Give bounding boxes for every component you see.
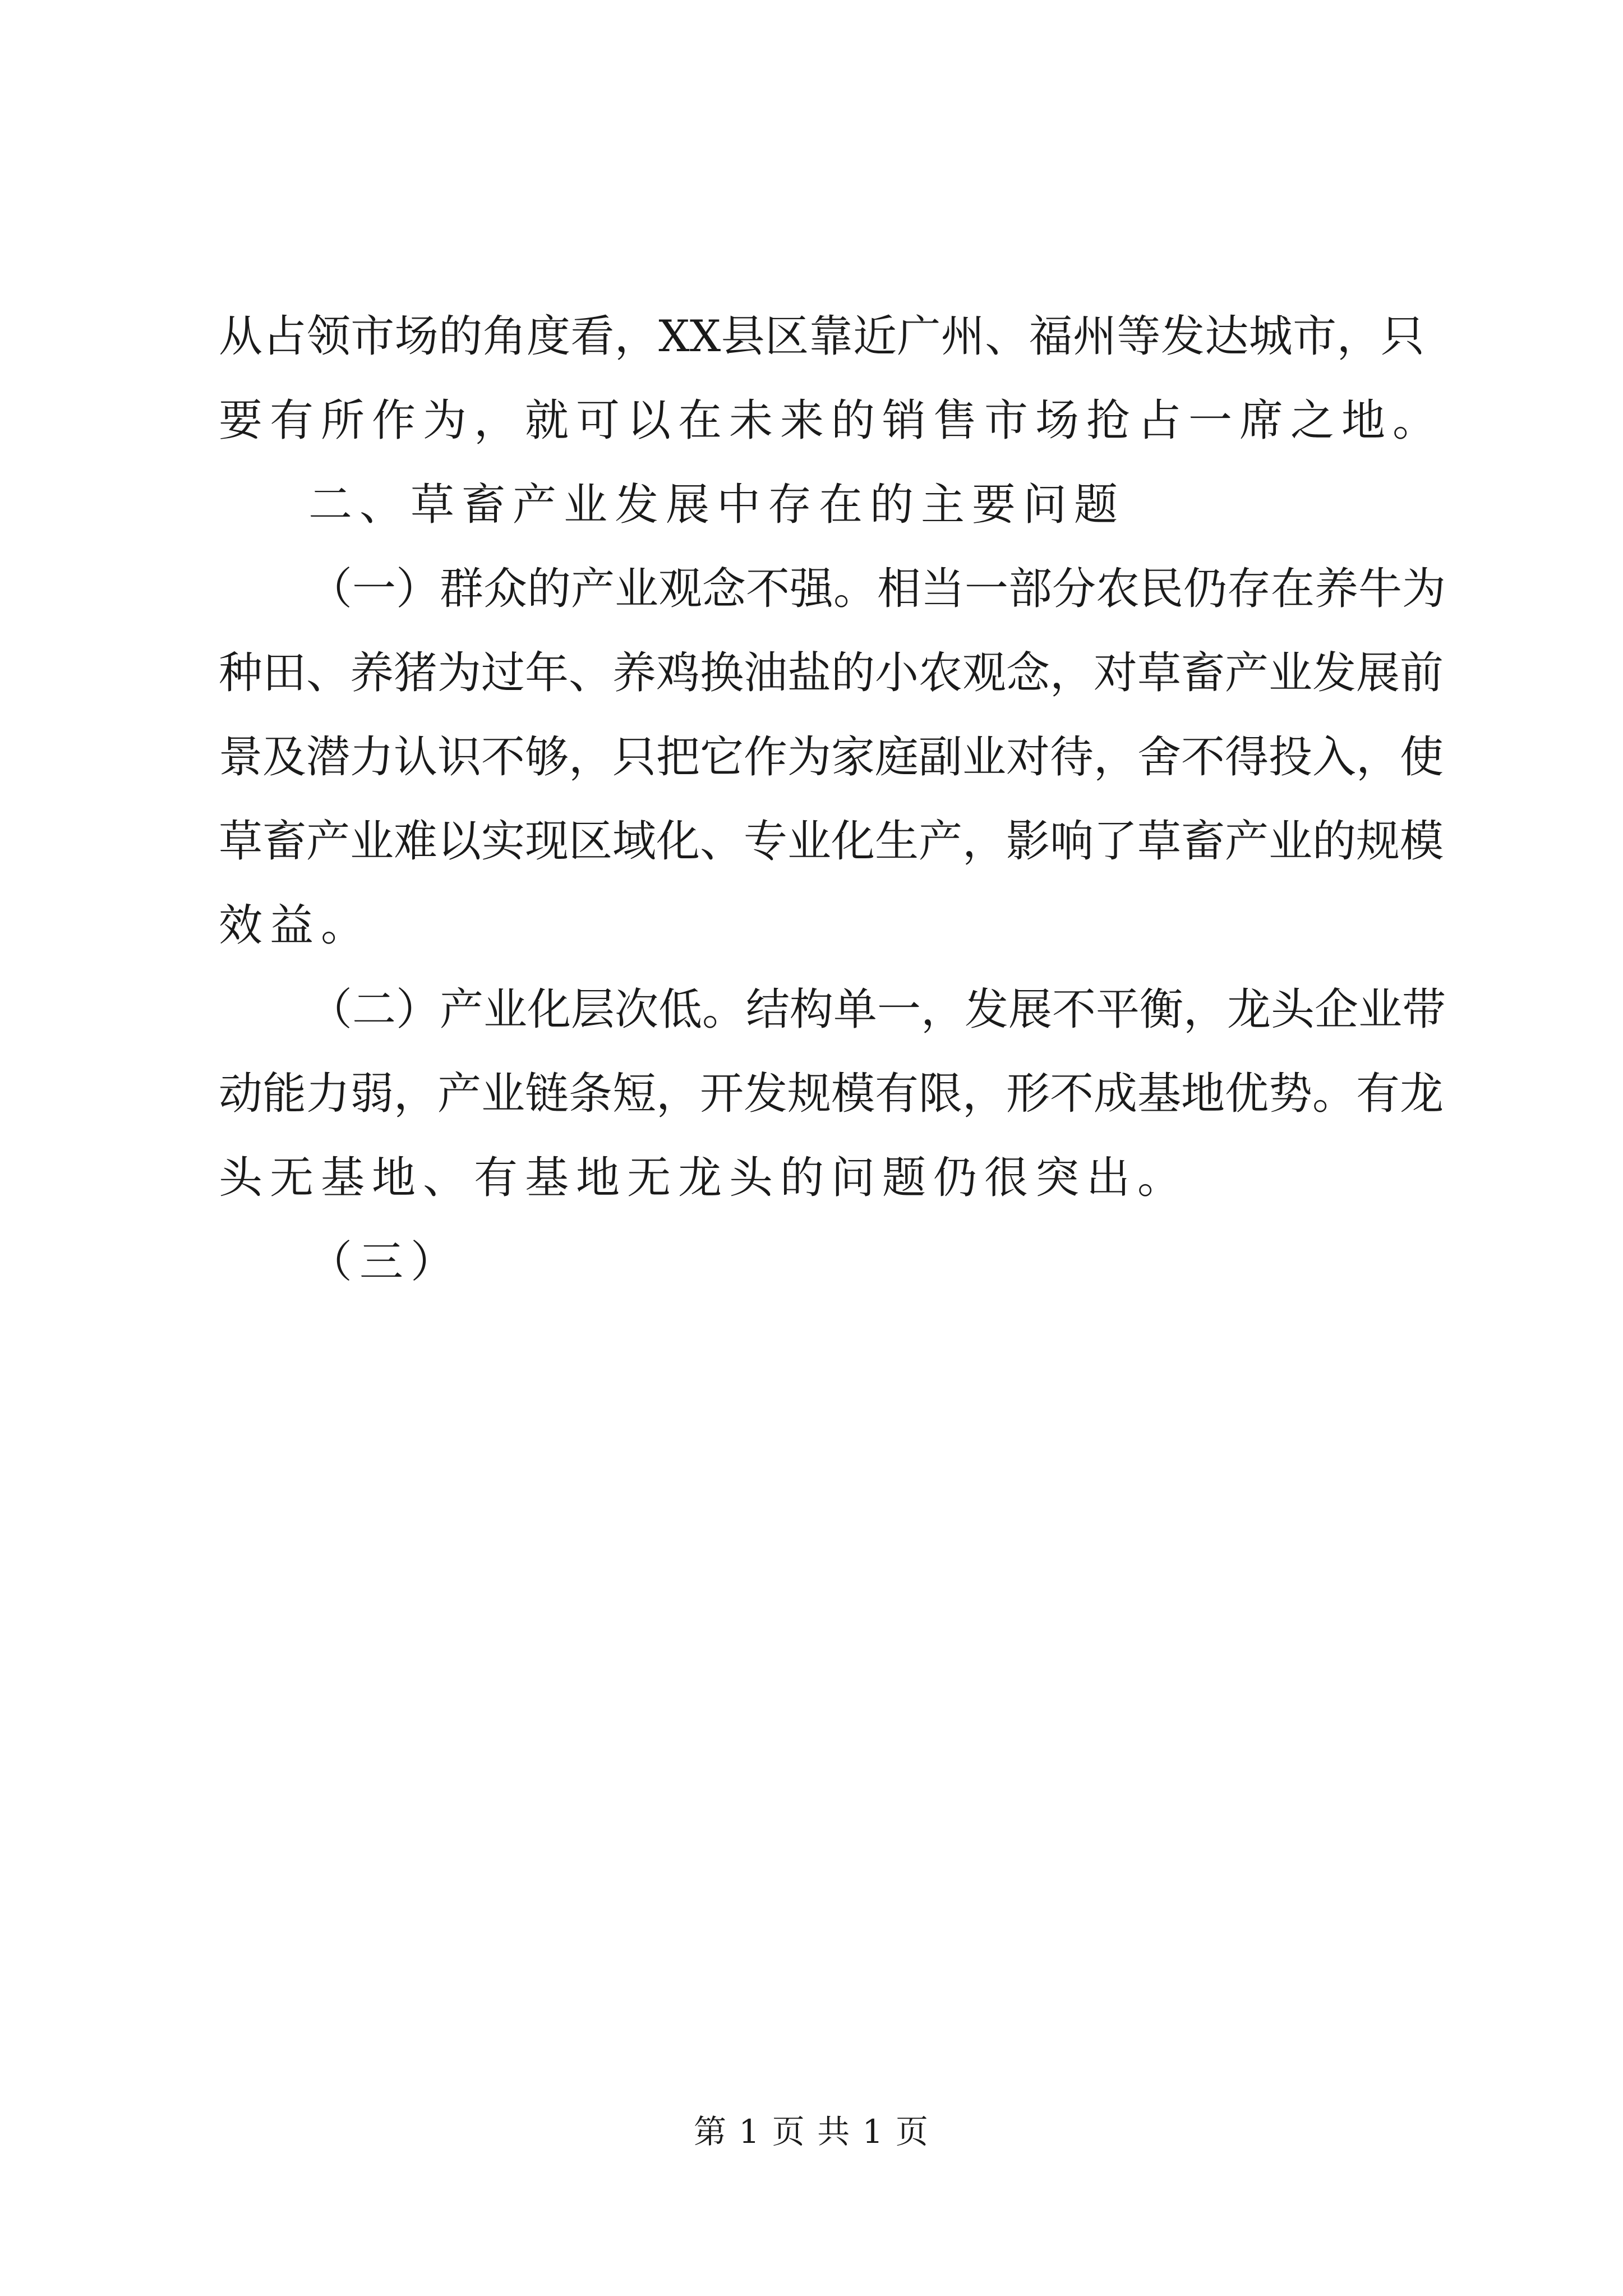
section-heading: 二、草畜产业发展中存在的主要问题 xyxy=(308,480,1126,530)
text-line-5: 种田、养猪为过年、养鸡换油盐的小农观念，对草畜产业发展前 xyxy=(219,648,1444,698)
text-line-7: 草畜产业难以实现区域化、专业化生产，影响了草畜产业的规模 xyxy=(219,816,1444,867)
text-line-2: 要有所作为，就可以在未来的销售市场抢占一席之地。 xyxy=(219,395,1444,446)
text-line-1: 从占领市场的角度看，XX县区靠近广州、福州等发达城市，只 xyxy=(219,311,1424,362)
text-line-12: （三） xyxy=(308,1237,462,1287)
text-line-4: （一）群众的产业观念不强。相当一部分农民仍存在养牛为 xyxy=(308,564,1446,614)
page-number-footer: 第 1 页 共 1 页 xyxy=(694,2113,929,2151)
text-line-6: 景及潜力认识不够，只把它作为家庭副业对待，舍不得投入，使 xyxy=(219,732,1444,783)
text-line-9: （二）产业化层次低。结构单一，发展不平衡，龙头企业带 xyxy=(308,984,1446,1035)
text-line-8: 效益。 xyxy=(219,900,372,951)
document-body xyxy=(219,295,1446,1304)
text-line-10: 动能力弱，产业链条短，开发规模有限，形不成基地优势。有龙 xyxy=(219,1069,1444,1119)
text-line-11: 头无基地、有基地无龙头的问题仍很突出。 xyxy=(219,1153,1189,1203)
